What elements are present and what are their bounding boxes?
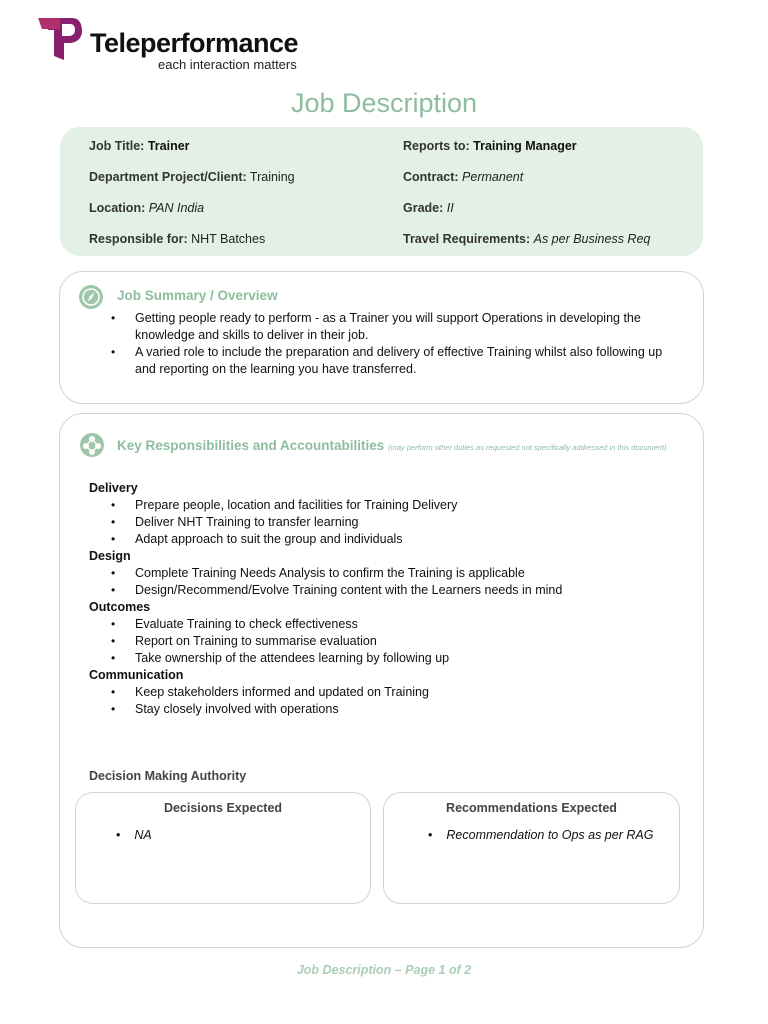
department-value: Training bbox=[249, 170, 295, 184]
grade-value: II bbox=[446, 201, 454, 215]
reports-to-label: Reports to: bbox=[403, 139, 470, 153]
responsible-for-label: Responsible for: bbox=[89, 232, 188, 246]
section-heading-delivery: Delivery bbox=[89, 481, 138, 495]
logo-tagline: each interaction matters bbox=[158, 57, 297, 72]
list-item: • Keep stakeholders informed and updated on Training bbox=[89, 684, 689, 701]
bullet-icon: • bbox=[116, 828, 121, 842]
logo-name: Teleperformance bbox=[90, 28, 299, 58]
grade-field bbox=[403, 201, 454, 215]
department-label: Department Project/Client: bbox=[89, 170, 247, 184]
section-heading-communication: Communication bbox=[89, 668, 184, 682]
list-item: • Complete Training Needs Analysis to confirm the Training is applicable bbox=[89, 565, 689, 582]
list-item: • Getting people ready to perform - as a Trainer you will support Operations in developing the knowledge and skills to deliver in their job. bbox=[89, 310, 679, 344]
job-title-value: Trainer bbox=[147, 139, 190, 153]
department-field bbox=[89, 170, 295, 184]
section-heading-outcomes: Outcomes bbox=[89, 600, 151, 614]
travel-field bbox=[403, 232, 650, 246]
decisions-expected-box bbox=[75, 792, 371, 904]
list-item: • Take ownership of the attendees learning by following up bbox=[89, 650, 689, 667]
list-item: • Stay closely involved with operations bbox=[89, 701, 689, 718]
network-icon bbox=[79, 432, 105, 458]
job-info-box bbox=[60, 127, 703, 256]
bullet-icon: • bbox=[428, 828, 433, 842]
list-item: • Prepare people, location and facilities for Training Delivery bbox=[89, 497, 689, 514]
job-summary-heading: Job Summary / Overview bbox=[117, 288, 278, 303]
list-item: • Design/Recommend/Evolve Training content with the Learners needs in mind bbox=[89, 582, 689, 599]
outcomes-list bbox=[89, 616, 689, 667]
recommendations-expected-heading: Recommendations Expected bbox=[446, 801, 617, 815]
decisions-expected-heading: Decisions Expected bbox=[163, 801, 283, 815]
list-item: • Report on Training to summarise evaluation bbox=[89, 633, 689, 650]
design-list bbox=[89, 565, 689, 599]
list-item: • Deliver NHT Training to transfer learning bbox=[89, 514, 689, 531]
contract-value: Permanent bbox=[462, 170, 524, 184]
contract-field bbox=[403, 170, 523, 184]
list-item: • A varied role to include the preparation and delivery of effective Training whilst also following up and reporting on the learning you have transferred. bbox=[89, 344, 679, 378]
summary-list bbox=[89, 310, 679, 378]
location-label: Location: bbox=[89, 201, 146, 215]
location-field bbox=[89, 201, 204, 215]
page-footer: Job Description – Page 1 of 2 bbox=[296, 963, 472, 977]
list-item: • Adapt approach to suit the group and individuals bbox=[89, 531, 689, 548]
responsibilities-note: (may perform other duties as requested not specifically addressed in this document) bbox=[388, 443, 667, 452]
recommendations-expected-box bbox=[383, 792, 680, 904]
decisions-expected-item bbox=[116, 828, 152, 842]
travel-value: As per Business Req bbox=[533, 232, 651, 246]
responsibilities-body bbox=[89, 480, 689, 718]
responsibilities-heading bbox=[117, 438, 667, 453]
decision-making-title: Decision Making Authority bbox=[89, 769, 247, 783]
section-heading-design: Design bbox=[89, 549, 131, 563]
reports-to-field bbox=[403, 139, 577, 153]
reports-to-value: Training Manager bbox=[473, 139, 577, 153]
contract-label: Contract: bbox=[403, 170, 459, 184]
job-title-field bbox=[89, 139, 190, 153]
list-item: • Evaluate Training to check effectiveness bbox=[89, 616, 689, 633]
responsibilities-heading-text: Key Responsibilities and Accountabilities bbox=[117, 438, 385, 453]
responsible-for-field bbox=[89, 232, 265, 246]
teleperformance-logo-icon bbox=[38, 16, 82, 62]
responsible-for-value: NHT Batches bbox=[191, 232, 266, 246]
grade-label: Grade: bbox=[403, 201, 444, 215]
travel-label: Travel Requirements: bbox=[403, 232, 531, 246]
delivery-list bbox=[89, 497, 689, 548]
communication-list bbox=[89, 684, 689, 718]
recommendations-expected-item bbox=[428, 828, 653, 842]
location-value: PAN India bbox=[148, 201, 205, 215]
page-title: Job Description bbox=[290, 88, 478, 118]
compass-icon bbox=[78, 284, 104, 310]
job-title-label: Job Title: bbox=[89, 139, 145, 153]
company-logo bbox=[38, 16, 308, 72]
decisions-expected-value: NA bbox=[134, 828, 152, 842]
recommendations-expected-value: Recommendation to Ops as per RAG bbox=[446, 828, 654, 842]
